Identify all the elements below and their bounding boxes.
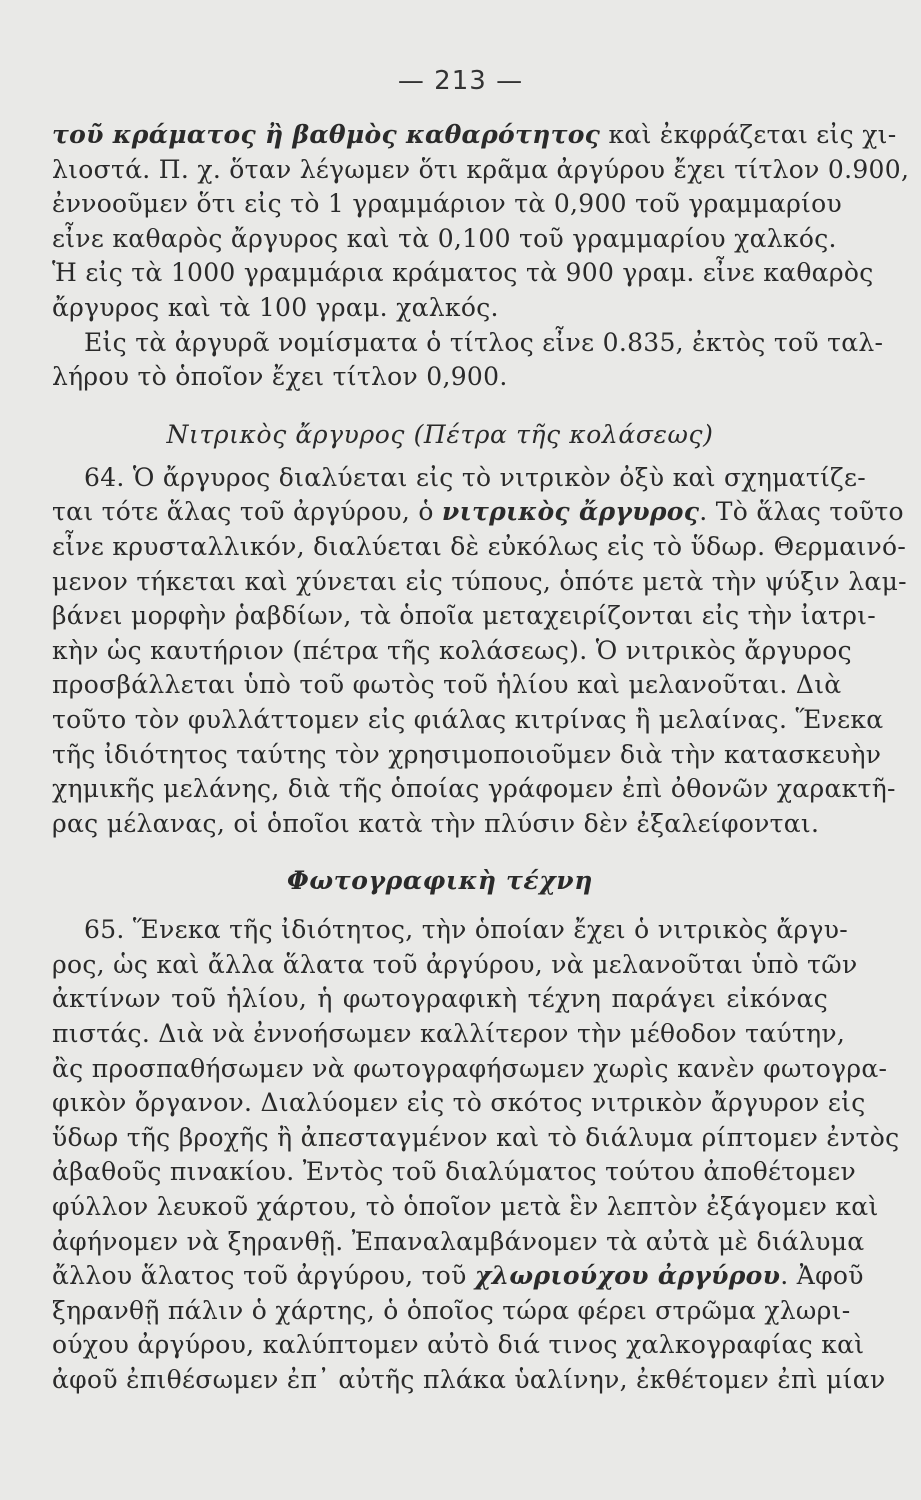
text-line: μενον τήκεται καὶ χύνεται εἰς τύπους, ὁπότε μετὰ τὴν ψύξιν λαμ- <box>52 566 907 596</box>
paragraph-64 <box>52 461 907 842</box>
section-heading-photography <box>52 855 828 907</box>
text-line: εἶνε κρυσταλλικόν, διαλύεται δὲ εὐκόλως εἰς τὸ ὕδωρ. Θερμαινό- <box>52 531 907 561</box>
paragraph-65 <box>52 913 900 1397</box>
text-line <box>52 118 897 153</box>
text-line: τῆς ἰδιότητος ταύτης τὸν χρησιμοποιοῦμεν διὰ τὴν κατασκευὴν <box>52 739 882 769</box>
text-line: 64. Ὁ ἄργυρος διαλύεται εἰς τὸ νιτρικὸν ὀξὺ καὶ σχηματίζε- <box>84 462 866 492</box>
text-line: ἄργυρος καὶ τὰ 100 γραμ. χαλκός. <box>52 292 499 322</box>
text-line: ούχου ἀργύρου, καλύπτομεν αὐτὸ διά τινος χαλκογραφίας καὶ <box>52 1330 865 1360</box>
text-line <box>52 1259 864 1294</box>
heading-text: Φωτογραφικὴ τέχνη <box>287 866 593 896</box>
text-line: τοῦτο τὸν φυλλάττομεν εἰς φιάλας κιτρίνας ἢ μελαίνας. Ἕνεκα <box>52 704 884 734</box>
text-line: πιστάς. Διὰ νὰ ἐννοήσωμεν καλλίτερον τὴν μέθοδον ταύτην, <box>52 1019 846 1049</box>
emphasis-term: νιτρικὸς ἄργυρος <box>441 497 700 527</box>
text-line: Ἡ εἰς τὰ 1000 γραμμάρια κράματος τὰ 900 γραμ. εἶνε καθαρὸς <box>52 258 874 288</box>
text-line: λιοστά. Π. χ. ὅταν λέγωμεν ὅτι κρᾶμα ἀργύρου ἔχει τίτλον 0.900, <box>52 154 910 184</box>
text-line: ἐννοοῦμεν ὅτι εἰς τὸ 1 γραμμάριον τὰ 0,900 τοῦ γραμμαρίου <box>52 189 843 219</box>
text-line <box>52 495 904 530</box>
text-line: ἀφήνομεν νὰ ξηρανθῇ. Ἐπαναλαμβάνομεν τὰ αὐτὰ μὲ διάλυμα <box>52 1226 865 1256</box>
emphasis-term: χλωριούχου ἀργύρου <box>474 1261 781 1291</box>
text-line: χημικῆς μελάνης, διὰ τῆς ὁποίας γράφομεν ἐπὶ ὀθονῶν χαρακτῆ- <box>52 774 896 804</box>
text-run: ται τότε ἅλας τοῦ ἀργύρου, ὁ <box>52 497 442 527</box>
emphasis-term: τοῦ κράματος ἢ βαθμὸς καθαρότητος <box>52 120 601 149</box>
text-run: ἄλλου ἅλατος τοῦ ἀργύρου, τοῦ <box>52 1261 475 1291</box>
text-run: καὶ ἐκφράζεται εἰς χι- <box>600 120 897 149</box>
text-line: κὴν ὡς καυτήριον (πέτρα τῆς κολάσεως). Ὁ νιτρικὸς ἄργυρος <box>52 635 852 665</box>
text-line: 65. Ἕνεκα τῆς ἰδιότητος, τὴν ὁποίαν ἔχει ὁ νιτρικὸς ἄργυ- <box>84 915 849 945</box>
text-line: ἀκτίνων τοῦ ἡλίου, ἡ φωτογραφικὴ τέχνη παράγει εἰκόνας <box>52 984 828 1014</box>
text-line: ὕδωρ τῆς βροχῆς ἢ ἀπεσταγμένον καὶ τὸ διάλυμα ρίπτομεν ἐντὸς <box>52 1122 900 1152</box>
text-line: ξηρανθῇ πάλιν ὁ χάρτης, ὁ ὁποῖος τώρα φέρει στρῶμα χλωρι- <box>52 1295 851 1325</box>
text-line: λήρου τὸ ὁποῖον ἔχει τίτλον 0,900. <box>52 362 508 392</box>
text-line: ἀβαθοῦς πινακίου. Ἐντὸς τοῦ διαλύματος τούτου ἀποθέτομεν <box>52 1157 857 1187</box>
text-line: εἶνε καθαρὸς ἄργυρος καὶ τὰ 0,100 τοῦ γραμμαρίου χαλκός. <box>52 223 837 253</box>
text-line: Εἰς τὰ ἀργυρᾶ νομίσματα ὁ τίτλος εἶνε 0.835, ἐκτὸς τοῦ ταλ- <box>84 327 884 357</box>
page-body <box>52 118 910 1398</box>
text-line: φύλλον λευκοῦ χάρτου, τὸ ὁποῖον μετὰ ἓν λεπτὸν ἐξάγομεν καὶ <box>52 1192 879 1222</box>
text-line: ἂς προσπαθήσωμεν νὰ φωτογραφήσωμεν χωρὶς κανὲν φωτογρα- <box>52 1053 888 1083</box>
text-line: προσβάλλεται ὑπὸ τοῦ φωτὸς τοῦ ἡλίου καὶ μελανοῦται. Διὰ <box>52 670 842 700</box>
text-line: ρας μέλανας, οἱ ὁποῖοι κατὰ τὴν πλύσιν δὲν ἐξαλείφονται. <box>52 808 820 838</box>
text-line: βάνει μορφὴν ῥαβδίων, τὰ ὁποῖα μεταχειρίζονται εἰς τὴν ἰατρι- <box>52 601 877 631</box>
text-line: φικὸν ὄργανον. Διαλύομεν εἰς τὸ σκότος νιτρικὸν ἄργυρον εἰς <box>52 1088 866 1118</box>
text-run: . Τὸ ἅλας τοῦτο <box>699 497 904 527</box>
text-line: ρος, ὡς καὶ ἄλλα ἅλατα τοῦ ἀργύρου, νὰ μελανοῦται ὑπὸ τῶν <box>52 949 858 979</box>
text-run: . Ἀφοῦ <box>780 1261 864 1291</box>
text-line: ἀφοῦ ἐπιθέσωμεν ἐπ᾽ αὐτῆς πλάκα ὑαλίνην, ἐκθέτομεν ἐπὶ μίαν <box>52 1365 886 1394</box>
section-heading-silver-nitrate: Νιτρικὸς ἄργυρος (Πέτρα τῆς κολάσεως) <box>166 419 714 449</box>
page-number: — 213 — <box>397 66 524 96</box>
paragraph-alloy-purity <box>52 118 910 395</box>
